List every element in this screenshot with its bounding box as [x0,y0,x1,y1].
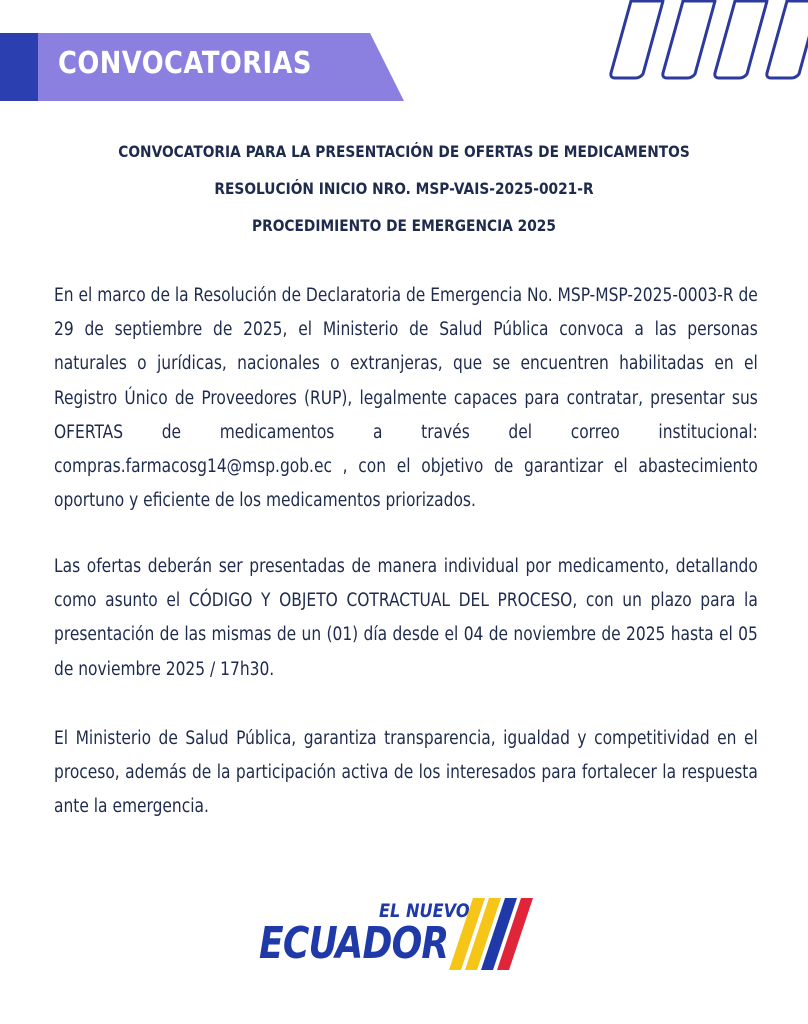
flag-stripes-icon [447,898,543,972]
logo-big-text: ECUADOR [259,918,449,969]
body-paragraph-2: Las ofertas deberán ser presentadas de manera individual por medicamento, detallando como asunto el CÓDIGO Y OBJETO COTRACTUAL DEL PROCESO, con un plazo para la presentación de las mismas de un (01) día desde el 04 de noviembre de 2025 hasta el 05 de noviembre 2025 / 17h30. [54,556,758,680]
body-paragraph-1: En el marco de la Resolución de Declaratoria de Emergencia No. MSP-MSP-2025-0003-R de 29 de septiembre de 2025, el Ministerio de Salud Pública convoca a las personas naturales o jurídicas, nacionales o extranjeras, que se encuentren habilitadas en el Registro Único de Proveedores (RUP), legalmente capaces para contratar, presentar sus OFERTAS de medicamentos a través del correo institucional: compras.farmacosg14@msp.gob.ec , con el objetivo de garantizar el abastecimiento oportuno y eficiente de los medicamentos priorizados. [54,285,758,512]
body-paragraph-3: El Ministerio de Salud Pública, garantiza transparencia, igualdad y competitividad en el proceso, además de la participación activa de los interesados para fortalecer la respuesta ante la emergencia. [54,728,758,818]
el-nuevo-ecuador-logo [257,896,547,976]
heading-line-2: RESOLUCIÓN INICIO NRO. MSP-VAIS-2025-0021-R [214,179,594,198]
heading-line-3: PROCEDIMIENTO DE EMERGENCIA 2025 [252,216,556,235]
decorative-stripes-icon [605,0,808,80]
document-heading [0,133,808,244]
logo-small-text: EL NUEVO [379,900,470,922]
header-title: CONVOCATORIAS [58,46,312,81]
heading-line-1: CONVOCATORIA PARA LA PRESENTACIÓN DE OFERTAS DE MEDICAMENTOS [118,142,690,161]
